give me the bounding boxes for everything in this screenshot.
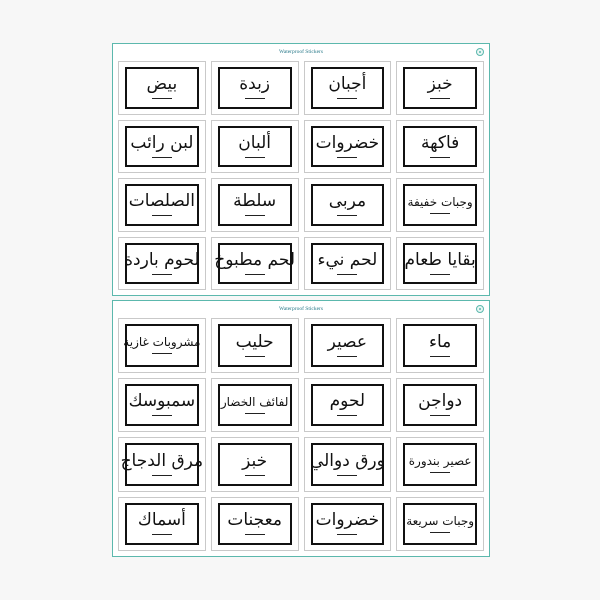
sticker-text: مرق الدجاج xyxy=(120,450,204,471)
sticker-label xyxy=(125,384,199,427)
sticker-label xyxy=(311,384,385,427)
write-line xyxy=(337,534,357,535)
sticker-cell xyxy=(396,237,484,291)
write-line xyxy=(152,98,172,99)
sticker-label xyxy=(311,503,385,546)
brand-logo-icon xyxy=(476,48,484,56)
write-line xyxy=(152,157,172,158)
sticker-cell xyxy=(118,378,206,433)
sticker-label xyxy=(403,243,477,285)
write-line xyxy=(430,532,450,533)
write-line xyxy=(430,356,450,357)
sticker-cell xyxy=(118,178,206,232)
sticker-cell xyxy=(211,237,299,291)
write-line xyxy=(337,215,357,216)
sticker-cell xyxy=(304,378,392,433)
sticker-text: سلطة xyxy=(233,191,277,212)
sticker-text: لحوم باردة xyxy=(124,249,200,270)
sticker-label xyxy=(125,503,199,546)
sticker-cell xyxy=(118,237,206,291)
write-line xyxy=(337,274,357,275)
sticker-cell xyxy=(396,437,484,492)
sticker-text: دواجن xyxy=(418,391,463,412)
sticker-label xyxy=(218,184,292,226)
write-line xyxy=(245,274,265,275)
sticker-grid xyxy=(118,61,484,290)
sticker-label xyxy=(403,443,477,486)
sticker-text: وجبات خفيفة xyxy=(407,194,473,209)
write-line xyxy=(245,98,265,99)
write-line xyxy=(152,415,172,416)
brand-logo-icon xyxy=(476,305,484,313)
write-line xyxy=(245,475,265,476)
write-line xyxy=(152,475,172,476)
sticker-label xyxy=(311,184,385,226)
sticker-label xyxy=(125,324,199,367)
sticker-sheet-top xyxy=(112,43,490,296)
sticker-text: مربى xyxy=(328,191,367,212)
write-line xyxy=(430,415,450,416)
sticker-text: عصير بندورة xyxy=(408,454,472,469)
sticker-label xyxy=(311,324,385,367)
write-line xyxy=(152,534,172,535)
write-line xyxy=(430,274,450,275)
sticker-cell xyxy=(304,61,392,115)
sticker-text: عصير xyxy=(327,331,368,352)
sticker-text: ورق دوالي xyxy=(309,450,385,471)
write-line xyxy=(245,356,265,357)
write-line xyxy=(337,475,357,476)
sticker-cell xyxy=(211,497,299,552)
sticker-label xyxy=(125,184,199,226)
write-line xyxy=(337,157,357,158)
sticker-label xyxy=(403,67,477,109)
sticker-label xyxy=(311,243,385,285)
write-line xyxy=(337,356,357,357)
sticker-cell xyxy=(118,120,206,174)
sticker-label xyxy=(311,67,385,109)
sticker-text: أسماك xyxy=(137,510,186,531)
sticker-text: معجنات xyxy=(227,510,282,531)
sticker-text: بيض xyxy=(146,74,178,95)
sticker-label xyxy=(218,384,292,427)
sticker-text: لحوم xyxy=(329,391,366,412)
sticker-label xyxy=(125,243,199,285)
sticker-text: الصلصات xyxy=(128,191,195,212)
sticker-cell xyxy=(211,61,299,115)
sticker-cell xyxy=(396,61,484,115)
write-line xyxy=(245,215,265,216)
sticker-cell xyxy=(304,178,392,232)
sticker-cell xyxy=(304,120,392,174)
sticker-text: زبدة xyxy=(239,74,271,95)
sticker-label xyxy=(403,384,477,427)
sticker-cell xyxy=(304,237,392,291)
write-line xyxy=(430,472,450,473)
sticker-cell xyxy=(211,318,299,373)
sticker-cell xyxy=(118,61,206,115)
sticker-cell xyxy=(211,378,299,433)
sticker-text: حليب xyxy=(235,331,274,352)
sticker-text: خبز xyxy=(242,450,268,471)
sticker-text: سمبوسك xyxy=(128,391,196,412)
sticker-cell xyxy=(396,120,484,174)
sticker-cell xyxy=(396,178,484,232)
sticker-label xyxy=(403,184,477,226)
sticker-cell xyxy=(118,497,206,552)
sheet-title: Waterproof Stickers xyxy=(279,306,323,312)
sticker-cell xyxy=(211,178,299,232)
sticker-cell xyxy=(211,120,299,174)
sticker-text: لبن رائب xyxy=(130,132,194,153)
write-line xyxy=(430,213,450,214)
sticker-cell xyxy=(396,318,484,373)
sticker-label xyxy=(218,503,292,546)
sticker-label xyxy=(311,443,385,486)
sticker-text: أجبان xyxy=(328,74,367,95)
sticker-cell xyxy=(118,318,206,373)
sticker-cell xyxy=(211,437,299,492)
sticker-label xyxy=(120,443,204,486)
sticker-text: لفائف الخضار xyxy=(220,394,289,409)
sticker-label xyxy=(403,126,477,168)
sticker-text: خضروات xyxy=(315,510,380,531)
sticker-cell xyxy=(304,318,392,373)
sticker-cell xyxy=(304,437,392,492)
sticker-label xyxy=(311,126,385,168)
write-line xyxy=(337,415,357,416)
sticker-label xyxy=(218,126,292,168)
sticker-text: خضروات xyxy=(315,132,380,153)
sticker-label xyxy=(218,67,292,109)
sticker-cell xyxy=(118,437,206,492)
sticker-label xyxy=(125,67,199,109)
sticker-text: وجبات سريعة xyxy=(406,513,475,528)
write-line xyxy=(152,274,172,275)
write-line xyxy=(152,353,172,354)
sticker-text: بقايا طعام xyxy=(404,249,476,270)
sticker-text: ألبان xyxy=(238,132,271,153)
sticker-label xyxy=(125,126,199,168)
write-line xyxy=(430,157,450,158)
sticker-text: لحم مطبوخ xyxy=(214,249,296,270)
sticker-label xyxy=(403,503,477,546)
sticker-label xyxy=(214,243,296,285)
sticker-text: فاكهة xyxy=(420,132,460,153)
sticker-sheet-bottom xyxy=(112,300,490,557)
write-line xyxy=(245,157,265,158)
write-line xyxy=(430,98,450,99)
sticker-cell xyxy=(304,497,392,552)
sticker-label xyxy=(218,443,292,486)
write-line xyxy=(337,98,357,99)
sticker-text: مشروبات غازية xyxy=(123,335,201,350)
sticker-label xyxy=(218,324,292,367)
sticker-grid xyxy=(118,318,484,551)
sticker-cell xyxy=(396,378,484,433)
write-line xyxy=(245,413,265,414)
sticker-text: خبز xyxy=(427,74,453,95)
sticker-text: لحم نيء xyxy=(317,249,378,270)
write-line xyxy=(245,534,265,535)
write-line xyxy=(152,215,172,216)
sticker-cell xyxy=(396,497,484,552)
sticker-label xyxy=(403,324,477,367)
sheet-title: Waterproof Stickers xyxy=(279,49,323,55)
sticker-text: ماء xyxy=(428,331,452,352)
